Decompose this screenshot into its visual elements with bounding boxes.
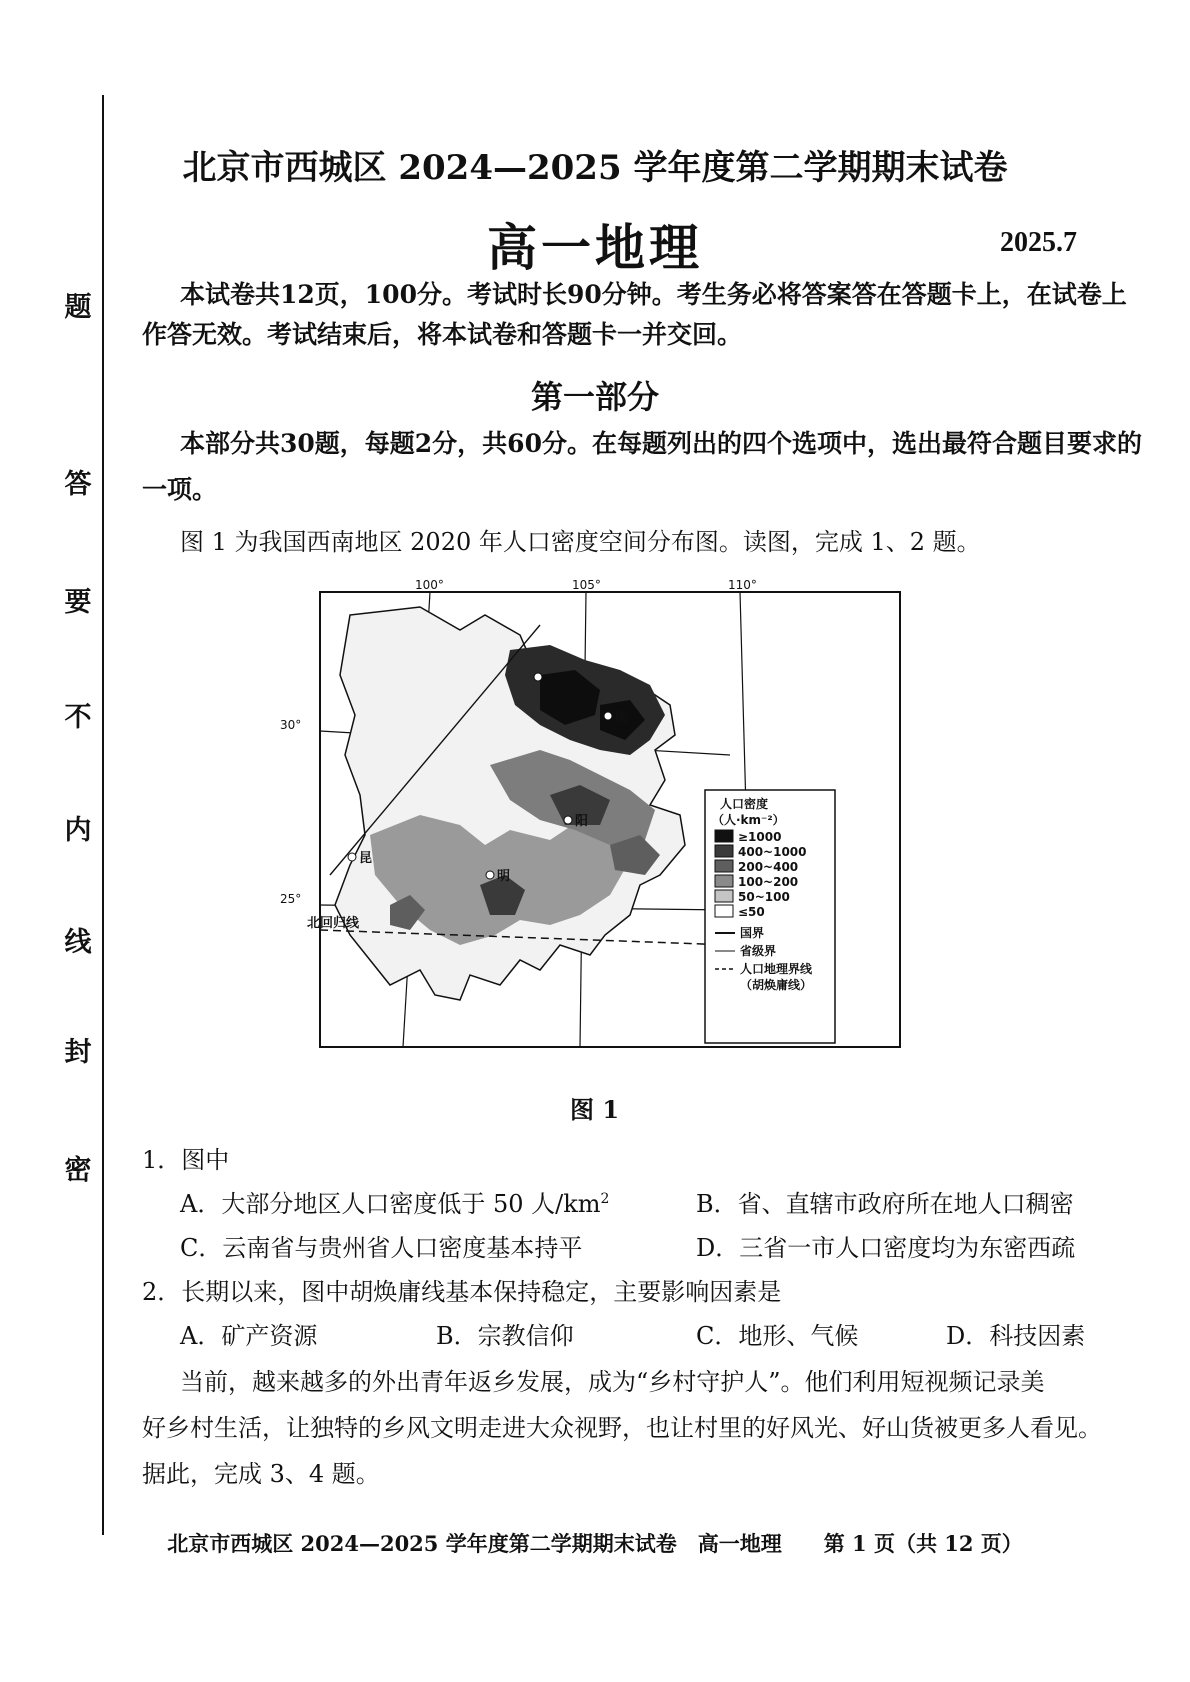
binding-char: 不 (64, 702, 92, 733)
subject-title: 高一地理 (487, 218, 703, 277)
legend-title: 人口密度 (720, 797, 769, 811)
city-marker (564, 816, 572, 824)
question-2-option-c: C．地形、气候 (696, 1322, 859, 1350)
map-legend (705, 790, 835, 1043)
passage-line-1: 当前，越来越多的外出青年返乡发展，成为“乡村守护人”。他们利用短视频记录美 (180, 1368, 1045, 1396)
city-marker (534, 673, 542, 681)
exam-title: 北京市西城区 2024—2025 学年度第二学期期末试卷 (182, 148, 1008, 188)
binding-line (102, 95, 104, 1535)
question-2-option-a: A．矿产资源 (180, 1322, 318, 1350)
city-label: 庆 (615, 710, 629, 725)
part-intro-line-2: 一项。 (142, 475, 218, 504)
binding-char: 答 (64, 469, 92, 500)
legend-swatch (715, 875, 733, 887)
page-footer: 北京市西城区 2024—2025 学年度第二学期期末试卷 高一地理 第 1 页（共 12 页） (167, 1531, 1023, 1556)
binding-char: 线 (64, 927, 92, 958)
question-1-option-c: C．云南省与贵州省人口密度基本持平 (180, 1234, 583, 1262)
city-label: 明 (497, 869, 511, 884)
question-2-stem: 2．长期以来，图中胡焕庸线基本保持稳定，主要影响因素是 (142, 1278, 782, 1306)
legend-label: 400~1000 (738, 845, 807, 859)
binding-char: 内 (64, 815, 92, 846)
population-density-map (280, 575, 910, 1055)
legend-label: ≥1000 (738, 830, 782, 844)
legend-label: ≤50 (738, 905, 765, 919)
city-label: 昆 (359, 851, 373, 866)
question-2-option-b: B．宗教信仰 (436, 1322, 574, 1350)
city-marker (604, 712, 612, 720)
tropic-label: 北回归线 (307, 916, 360, 931)
legend-line-label: 国界 (740, 926, 765, 940)
question-1-option-d: D．三省一市人口密度均为东密西疏 (696, 1234, 1076, 1262)
city-marker (348, 853, 356, 861)
question-1-stem: 1．图中 (142, 1146, 230, 1174)
passage-line-3: 据此，完成 3、4 题。 (142, 1460, 380, 1488)
figure-intro: 图 1 为我国西南地区 2020 年人口密度空间分布图。读图，完成 1、2 题。 (180, 528, 981, 556)
longitude-label: 110° (728, 578, 757, 592)
latitude-label: 30° (280, 718, 302, 732)
question-2-option-d: D．科技因素 (946, 1322, 1086, 1350)
legend-swatch (715, 905, 733, 917)
legend-swatch (715, 845, 733, 857)
question-1-option-b: B．省、直辖市政府所在地人口稠密 (696, 1190, 1074, 1218)
legend-unit: （人·km⁻²） (712, 813, 785, 827)
legend-swatch (715, 860, 733, 872)
figure-caption: 图 1 (570, 1095, 620, 1124)
instructions-line-2: 作答无效。考试结束后，将本试卷和答题卡一并交回。 (142, 320, 743, 349)
city-label: 阳 (575, 814, 589, 829)
city-marker (486, 871, 494, 879)
legend-label: 50~100 (738, 890, 790, 904)
part-heading: 第一部分 (530, 378, 659, 416)
binding-char: 密 (64, 1155, 92, 1186)
legend-line-label: 人口地理界线 (740, 962, 813, 976)
binding-char: 封 (64, 1037, 92, 1068)
latitude-label: 25° (280, 892, 302, 906)
legend-label: 200~400 (738, 860, 799, 874)
legend-label: 100~200 (738, 875, 799, 889)
question-1-option-a: A．大部分地区人口密度低于 50 人$/km^2$ (180, 1190, 610, 1218)
longitude-label: 100° (415, 578, 444, 592)
legend-swatch (715, 890, 733, 902)
superscript: 2 (600, 1191, 610, 1207)
part-intro-line-1: 本部分共30题，每题2分，共60分。在每题列出的四个选项中，选出最符合题目要求的 (180, 429, 1142, 458)
longitude-label: 105° (572, 578, 601, 592)
binding-char: 题 (64, 292, 92, 323)
instructions-line-1: 本试卷共12页，100分。考试时长90分钟。考生务必将答案答在答题卡上，在试卷上 (180, 280, 1127, 309)
legend-line-label: （胡焕庸线） (740, 978, 813, 992)
binding-char: 要 (64, 587, 92, 618)
exam-date: 2025.7 (1000, 227, 1077, 258)
passage-line-2: 好乡村生活，让独特的乡风文明走进大众视野，也让村里的好风光、好山货被更多人看见。 (142, 1414, 1102, 1442)
legend-line-label: 省级界 (740, 944, 777, 958)
legend-swatch (715, 830, 733, 842)
